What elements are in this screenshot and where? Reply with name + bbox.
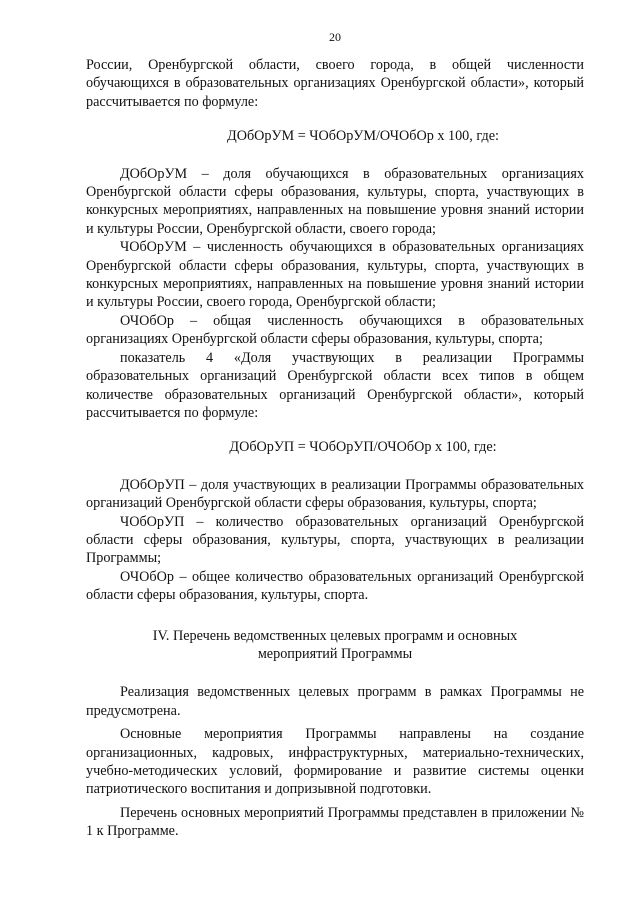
intro-paragraph: России, Оренбургской области, своего города, в общей численности обучающихся в образовательных организациях Оренбургской области», который рассчитывается по формуле: [86, 57, 584, 110]
section-paragraph-3: Перечень основных мероприятий Программы представлен в приложении № 1 к Программе. [86, 804, 584, 840]
definition-5: ЧОбОрУП – количество образовательных организаций Оренбургской области сферы образования, культуры, спорта, участвующих в реализации Программы; [86, 513, 584, 567]
formula-1: ДОбОрУМ = ЧОбОрУМ/ОЧОбОр х 100, где: [227, 128, 499, 145]
section-heading-line-1: IV. Перечень ведомственных целевых программ и основных [152, 627, 518, 644]
definition-1: ДОбОрУМ – доля обучающихся в образовательных организациях Оренбургской области сферы образования, культуры, спорта, участвующих в конкурсных мероприятиях, направленных на повышение уровня знаний истории и культуры России, Оренбургской области, своего города; [86, 165, 584, 237]
section-paragraph-1: Реализация ведомственных целевых программ в рамках Программы не предусмотрена. [86, 684, 584, 719]
page-number: 20 [329, 30, 341, 44]
definition-2: ЧОбОрУМ – численность обучающихся в образовательных организациях Оренбургской области сферы образования, культуры, спорта, участвующих в конкурсных мероприятиях, направленных на повышение уровня знаний истории и культуры России, своего города, Оренбургской области; [86, 239, 584, 311]
indicator-4-paragraph: показатель 4 «Доля участвующих в реализации Программы образовательных организаций Оренбургской области всех типов в общем количестве образовательных организаций Оренбургской области», который рассчитывается по формуле: [86, 349, 584, 421]
definition-6: ОЧОбОр – общее количество образовательных организаций Оренбургской области сферы образования, культуры, спорта. [86, 568, 584, 604]
section-heading-line-2: мероприятий Программы [257, 645, 413, 662]
formula-2: ДОбОрУП = ЧОбОрУП/ОЧОбОр х 100, где: [229, 439, 497, 456]
document-page [86, 30, 584, 841]
definition-4: ДОбОрУП – доля участвующих в реализации Программы образовательных организаций Оренбургской области сферы образования, культуры, спорта; [86, 476, 584, 512]
section-heading [86, 627, 584, 664]
definition-3: ОЧОбОр – общая численность обучающихся в образовательных организациях Оренбургской области сферы образования, культуры, спорта; [86, 312, 584, 348]
section-paragraph-2: Основные мероприятия Программы направлены на создание организационных, кадровых, инфраструктурных, материально-технических, учебно-методических условий, формирование и развитие системы оценки патриотического воспитания и допризывной подготовки. [86, 726, 584, 798]
